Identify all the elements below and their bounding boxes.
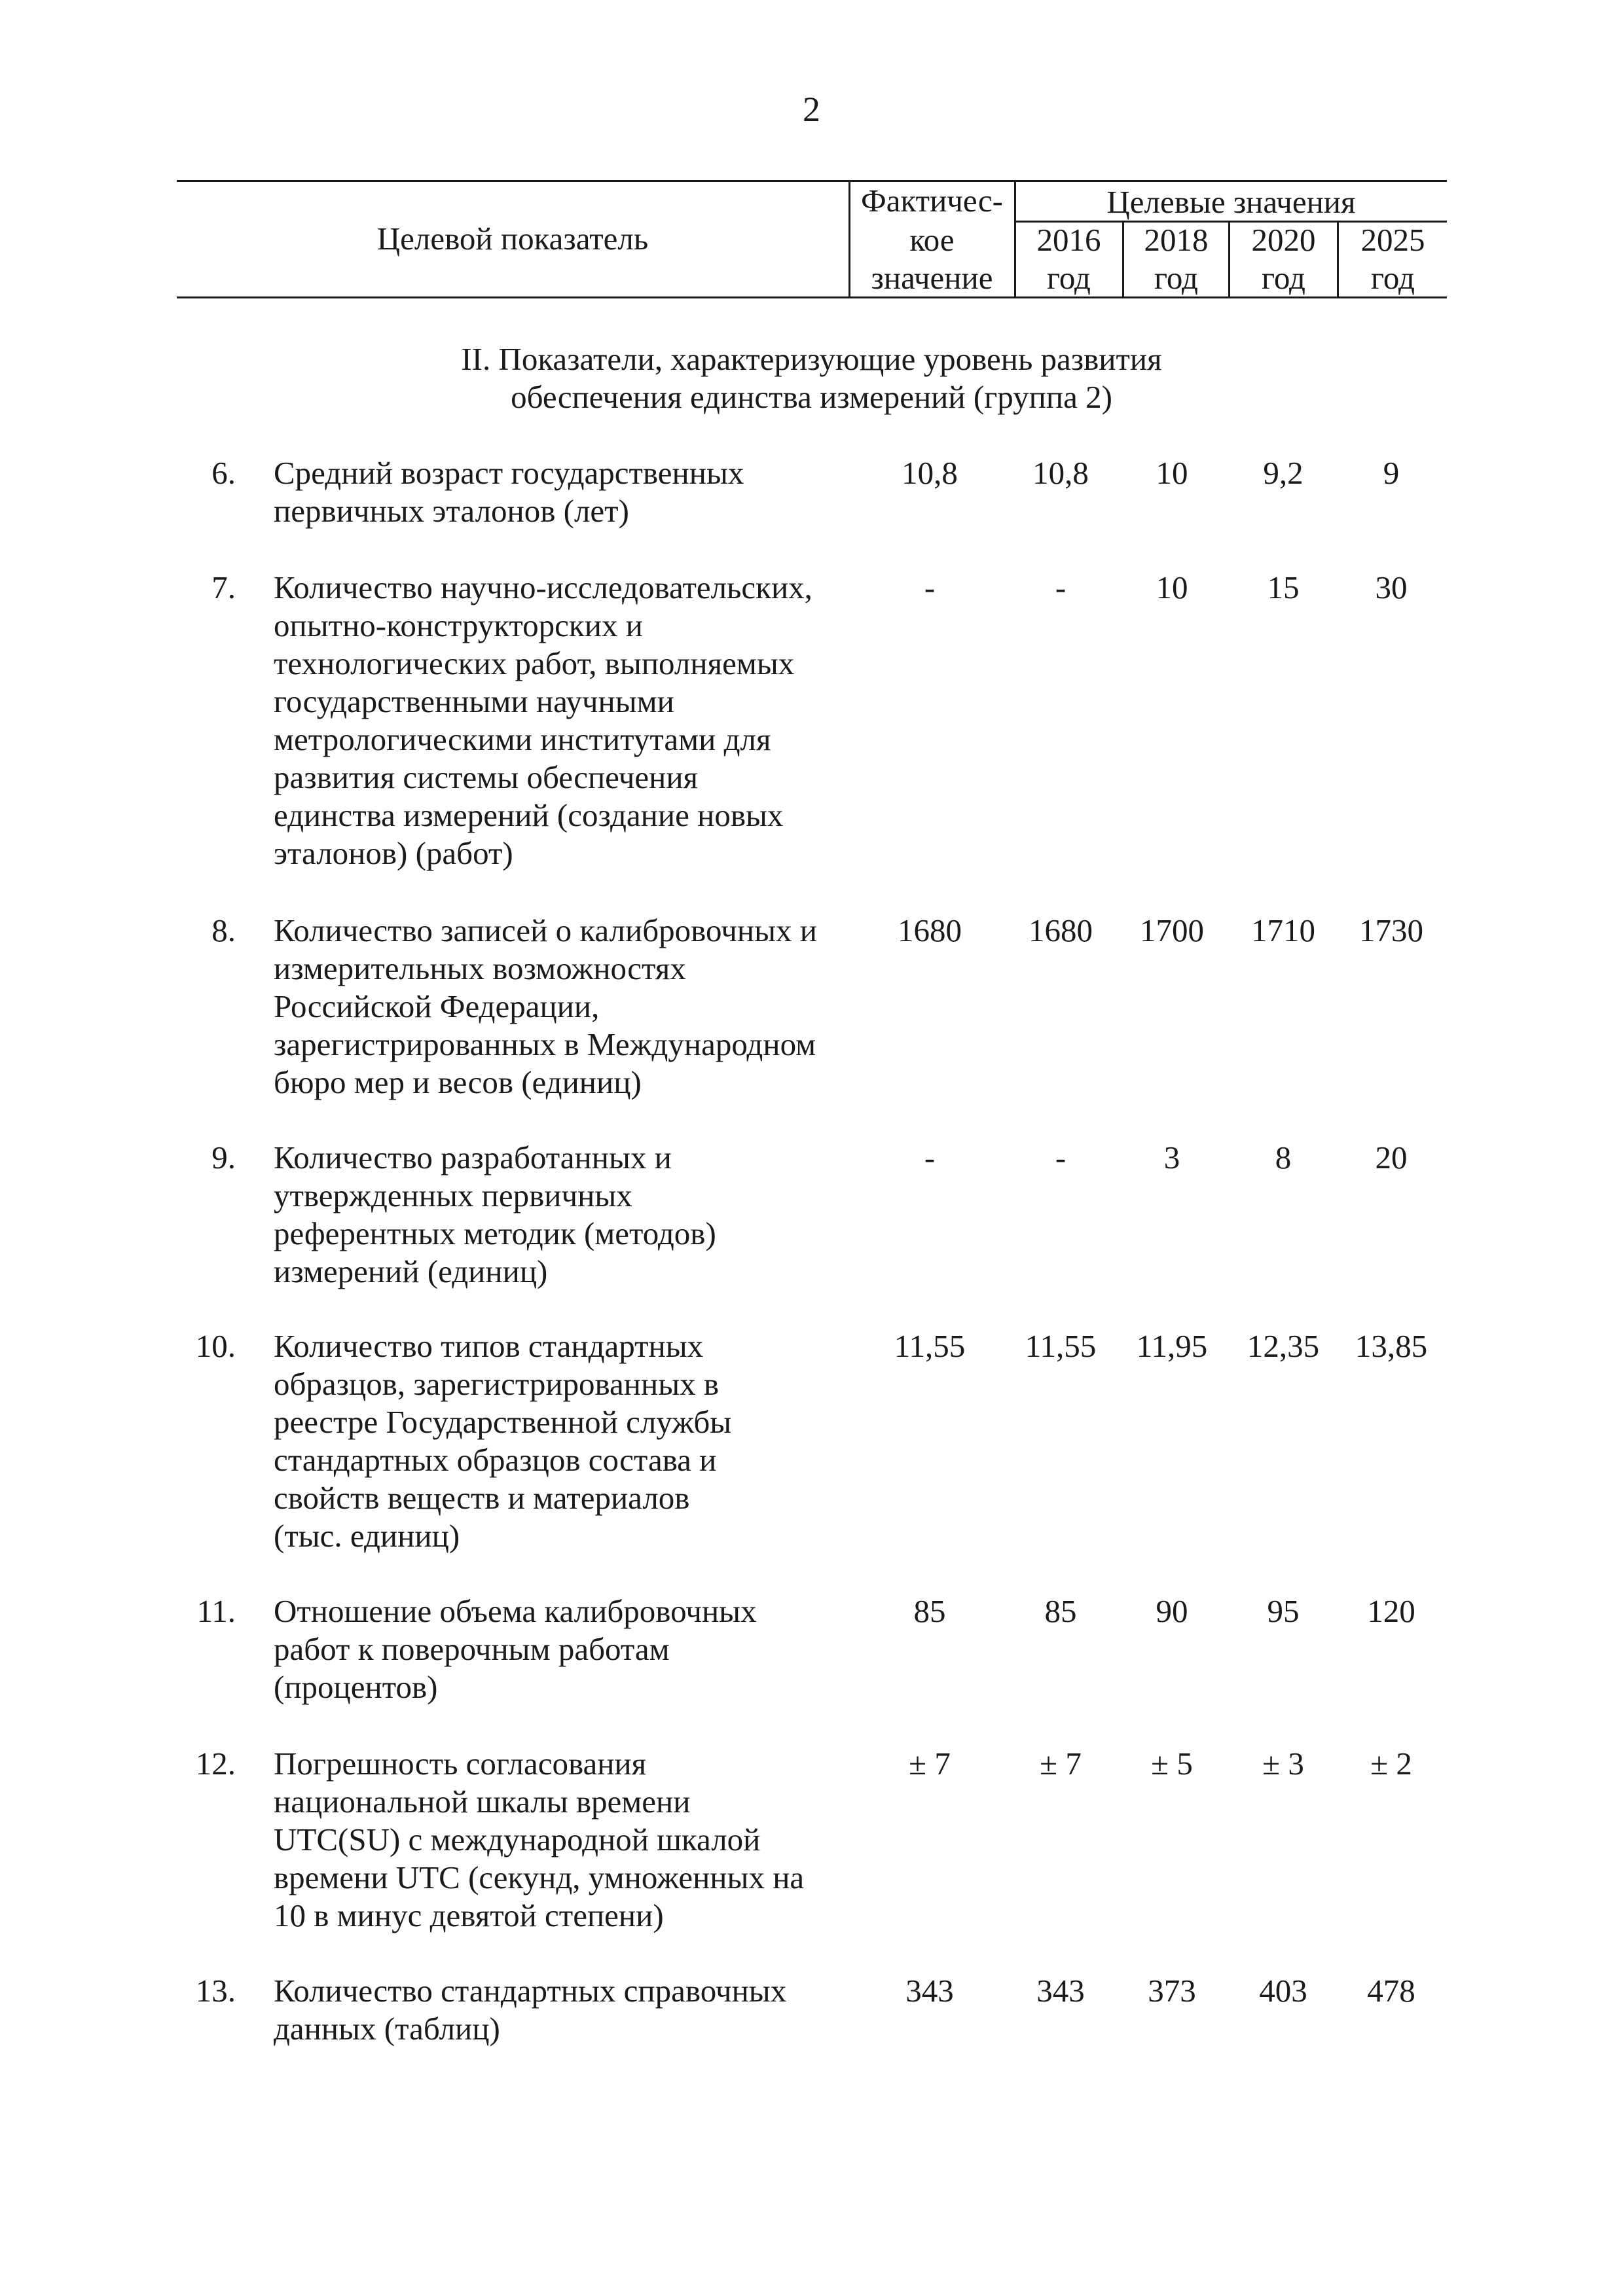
row-number: 13. [195,1973,236,2009]
value-2025: 9 [1383,455,1400,491]
value-2016: 11,55 [1025,1328,1097,1364]
value-2025: 30 [1375,569,1408,605]
value-2016: 343 [1036,1973,1085,2009]
row-number: 8. [211,912,236,948]
row-number: 12. [195,1746,236,1782]
section-title-line: обеспечения единства измерений (группа 2) [511,379,1112,415]
row-description: Средний возраст государственных первичных эталонов (лет) [274,455,744,529]
value-2016: 85 [1044,1593,1077,1629]
value-2016: 1680 [1029,912,1093,948]
actual-value: ± 7 [909,1746,951,1782]
actual-header-line: значение [871,260,993,296]
page-number: 2 [803,90,820,129]
row-number: 6. [211,455,236,491]
value-2020: 403 [1259,1973,1307,2009]
target-values-header: Целевые значения [1106,184,1356,220]
value-2025: ± 2 [1370,1746,1412,1782]
value-2016: 10,8 [1032,455,1089,491]
actual-header-line: Фактичес- [861,183,1003,219]
row-description: Количество типов стандартных образцов, зарегистрированных в реестре Государственной службы стандартных образцов состава и свойств веществ и материалов (тыс. единиц) [274,1328,732,1554]
value-2025: 20 [1375,1139,1408,1175]
row-number: 10. [195,1328,236,1364]
value-2018: 10 [1156,569,1188,605]
row-description: Количество стандартных справочных данных (таблиц) [274,1973,787,2047]
value-2020: 9,2 [1263,455,1304,491]
year-header: 2016 [1036,222,1101,258]
section-title-line: II. Показатели, характеризующие уровень развития [461,341,1162,377]
value-2018: 373 [1148,1973,1196,2009]
year-header: 2025 [1360,222,1425,258]
row-description: Количество разработанных и утвержденных первичных референтных методик (методов) измерений (единиц) [274,1139,716,1289]
value-2020: 1710 [1251,912,1315,948]
value-2025: 13,85 [1355,1328,1428,1364]
row-description: Погрешность согласования национальной шкалы времени UTC(SU) с международной шкалой времени UTC (секунд, умноженных на 10 в минус девятой степени) [274,1746,805,1933]
value-2020: 15 [1267,569,1300,605]
actual-value: - [924,1139,936,1175]
year-header: 2018 [1144,222,1209,258]
value-2016: - [1055,569,1067,605]
value-2018: 10 [1156,455,1188,491]
actual-value: 10,8 [902,455,958,491]
value-2025: 1730 [1359,912,1423,948]
actual-value: 1680 [898,912,962,948]
year-unit: год [1047,260,1091,296]
value-2020: 95 [1267,1593,1300,1629]
year-unit: год [1154,260,1198,296]
actual-value: - [924,569,936,605]
year-unit: год [1262,260,1305,296]
value-2020: ± 3 [1262,1746,1304,1782]
row-description: Количество записей о калибровочных и измерительных возможностях Российской Федерации, зарегистрированных в Международном бюро мер и весов (единиц) [274,912,817,1100]
value-2025: 478 [1367,1973,1415,2009]
row-number: 11. [196,1593,236,1629]
value-2016: ± 7 [1040,1746,1082,1782]
value-2025: 120 [1367,1593,1415,1629]
actual-value: 11,55 [894,1328,966,1364]
row-number: 7. [211,569,236,605]
actual-value: 85 [913,1593,946,1629]
row-description: Количество научно-исследовательских, опытно-конструкторских и технологических работ, выполняемых государственными научными метрологическими институтами для развития системы обеспечения единства измерений (создание новых эталонов) (работ) [274,569,812,871]
value-2016: - [1055,1139,1067,1175]
actual-header-line: кое [909,222,955,258]
indicator-header: Целевой показатель [376,221,649,257]
year-unit: год [1371,260,1415,296]
value-2020: 12,35 [1247,1328,1320,1364]
actual-value: 343 [905,1973,954,2009]
header-top-rule [177,180,1447,182]
row-description: Отношение объема калибровочных работ к поверочным работам (процентов) [274,1593,757,1705]
value-2018: ± 5 [1151,1746,1193,1782]
value-2018: 3 [1163,1139,1180,1175]
row-number: 9. [211,1139,236,1175]
value-2020: 8 [1275,1139,1292,1175]
value-2018: 1700 [1140,912,1204,948]
value-2018: 11,95 [1136,1328,1208,1364]
value-2018: 90 [1156,1593,1188,1629]
year-header: 2020 [1251,222,1316,258]
